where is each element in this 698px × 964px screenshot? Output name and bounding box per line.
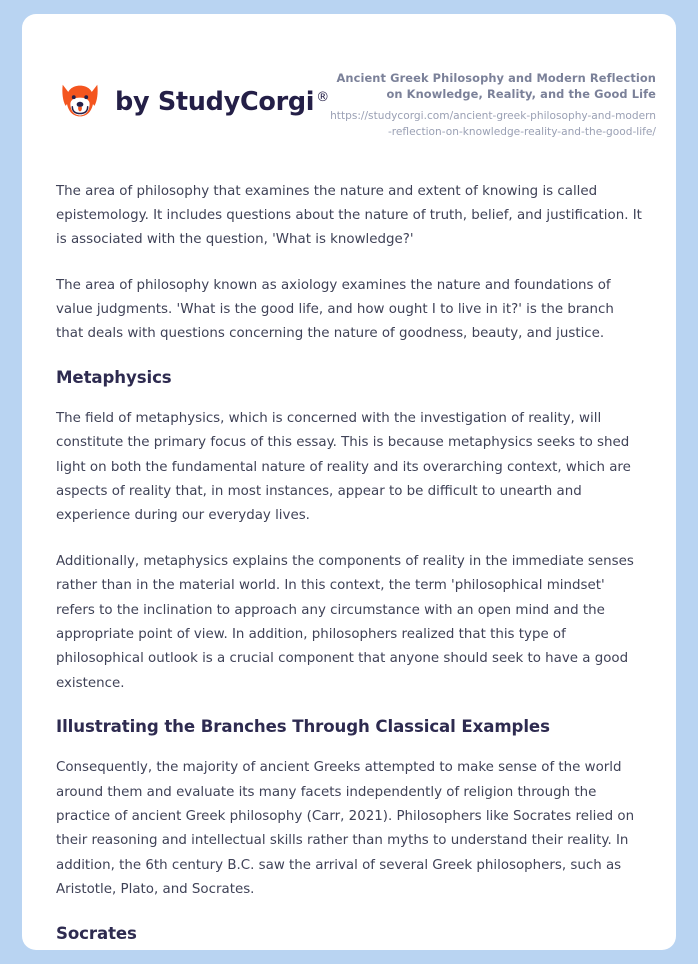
document-card [22, 14, 676, 950]
heading-metaphysics: Metaphysics [56, 367, 172, 387]
corgi-logo-icon [56, 78, 104, 126]
brand-name [115, 87, 329, 117]
brand-name-text: by StudyCorgi [115, 87, 315, 117]
document-content [22, 140, 676, 943]
registered-trademark-icon: ® [316, 89, 329, 105]
paragraph-epistemology: The area of philosophy that examines the nature and extent of knowing is called epistemology. It includes questions about the nature of truth, belief, and justification. It is associated with the question, 'What is knowledge?' [56, 183, 642, 248]
paragraph-metaphysics-focus: The field of metaphysics, which is concerned with the investigation of reality, will constitute the primary focus of this essay. This is because metaphysics seeks to shed light on both the fundamental nature of reality and its overarching context, which are aspects of reality that, in most instances, appear to be difficult to unearth and experience during our everyday lives. [56, 410, 631, 524]
document-meta [329, 64, 656, 140]
heading-illustrating-branches: Illustrating the Branches Through Classical Examples [56, 717, 550, 737]
document-url[interactable]: https://studycorgi.com/ancient-greek-philosophy-and-modern-reflection-on-knowledge-reality-and-the-good-life/ [330, 110, 656, 138]
brand-logo-block [56, 64, 329, 126]
paragraph-axiology: The area of philosophy known as axiology examines the nature and foundations of value judgments. 'What is the good life, and how ought I to live in it?' is the branch that deals with questions concerning the nature of goodness, beauty, and justice. [56, 277, 614, 342]
paragraph-ancient-greeks: Consequently, the majority of ancient Greeks attempted to make sense of the world around them and evaluate its many facets independently of religion through the practice of ancient Greek philosophy (Carr, 2021). Philosophers like Socrates relied on their reasoning and intellectual skills rather than myths to understand their reality. In addition, the 6th century B.C. saw the arrival of several Greek philosophers, such as Aristotle, Plato, and Socrates. [56, 760, 635, 898]
document-title: Ancient Greek Philosophy and Modern Reflection on Knowledge, Reality, and the Good Life [336, 71, 656, 101]
document-header [22, 14, 676, 140]
heading-socrates: Socrates [56, 923, 137, 943]
paragraph-metaphysics-mindset: Additionally, metaphysics explains the components of reality in the immediate senses rather than in the material world. In this context, the term 'philosophical mindset' refers to the inclination to approach any circumstance with an open mind and the appropriate point of view. In addition, philosophers realized that this type of philosophical outlook is a crucial component that anyone should seek to have a good existence. [56, 553, 634, 691]
